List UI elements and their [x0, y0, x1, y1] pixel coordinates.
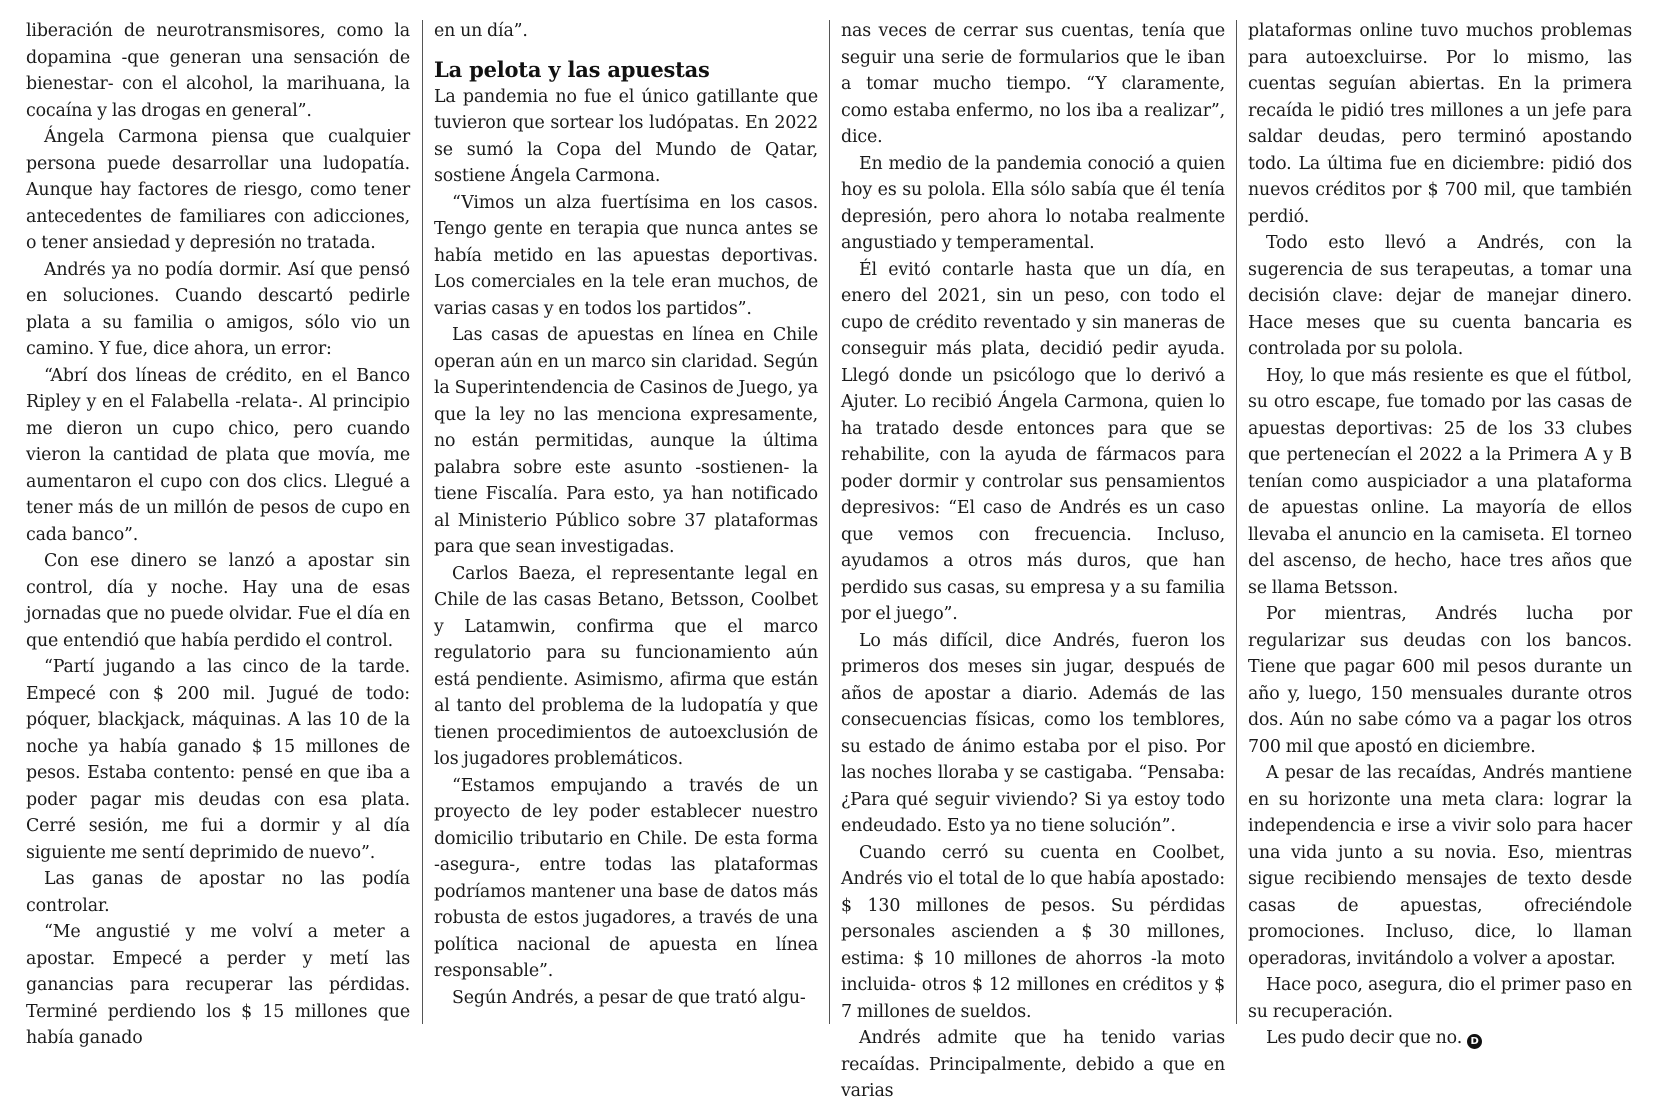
- paragraph: “Estamos empujando a través de un proyecto de ley poder establecer nuestro domicilio tributario en Chile. De esta forma -asegura-, entre todas las plataformas podríamos mantener una base de datos más robusta de estos jugadores, a través de una política nacional de apuesta en línea responsable”.: [434, 775, 818, 981]
- column-divider: [829, 20, 830, 1024]
- closing-sentence: Les pudo decir que no.: [1266, 1028, 1463, 1048]
- paragraph: Él evitó contarle hasta que un día, en enero del 2021, sin un peso, con todo el cupo de crédito reventado y sin maneras de conseguir más plata, decidió pedir ayuda. Llegó donde un psicólogo que lo derivó a Ajuter. Lo recibió Ángela Carmona, quien lo ha tratado desde entonces para que se rehabilite, con la ayuda de fármacos para poder dormir y controlar sus pensamientos depresivos: “El caso de Andrés es un caso que vemos con frecuencia. Incluso, ayudamos a otros más duros, que han perdido sus casas, su empresa y a su familia por el juego”.: [841, 259, 1225, 624]
- column-divider: [1236, 20, 1237, 1024]
- paragraph: Por mientras, Andrés lucha por regularizar sus deudas con los bancos. Tiene que pagar 600 mil pesos durante un año y, luego, 150 mensuales durante otros dos. Aún no sabe cómo va a pagar los otros 700 mil que apostó en diciembre.: [1248, 604, 1632, 757]
- paragraph: Las casas de apuestas en línea en Chile operan aún en un marco sin claridad. Según la Superintendencia de Casinos de Juego, ya que la ley no las menciona expresamente, no están permitidas, aunque la última palabra sobre este asunto -sostienen- la tiene Fiscalía. Para esto, ya han notificado al Ministerio Público sobre 37 plataformas para que sean investigadas.: [434, 325, 818, 557]
- paragraph: Andrés ya no podía dormir. Así que pensó en soluciones. Cuando descartó pedirle plata a su familia o amigos, sólo vio un camino. Y fue, dice ahora, un error:: [26, 259, 410, 359]
- paragraph: plataformas online tuvo muchos problemas para autoexcluirse. Por lo mismo, las cuentas seguían abiertas. En la primera recaída le pidió tres millones a un jefe para saldar deudas, pero terminó apostando todo. La última fue en diciembre: pidió dos nuevos créditos por $ 700 mil, que también perdió.: [1248, 21, 1632, 227]
- paragraph: “Abrí dos líneas de crédito, en el Banco Ripley y en el Falabella -relata-. Al principio me dieron un cupo chico, pero cuando vieron la cantidad de plata que movía, me aumentaron el cupo con dos clics. Llegué a tener más de un millón de pesos de cupo en cada banco”.: [26, 365, 410, 545]
- article-column-3: [841, 18, 1225, 1101]
- paragraph: Las ganas de apostar no las podía controlar.: [26, 869, 410, 916]
- paragraph: Con ese dinero se lanzó a apostar sin control, día y noche. Hay una de esas jornadas que no puede olvidar. Fue el día en que entendió que había perdido el control.: [26, 551, 410, 651]
- closing-paragraph: [1248, 1025, 1632, 1052]
- paragraph: Según Andrés, a pesar de que trató algu-: [452, 987, 806, 1008]
- article-column-2: [434, 18, 818, 1028]
- paragraph: Lo más difícil, dice Andrés, fueron los primeros dos meses sin jugar, después de años de apostar a diario. Además de las consecuencias físicas, como los temblores, su estado de ánimo estaba por el piso. Por las noches lloraba y se castigaba. “Pensaba: ¿Para qué seguir viviendo? Si ya estoy todo endeudado. Esto ya no tiene solución”.: [841, 630, 1225, 836]
- paragraph: Todo esto llevó a Andrés, con la sugerencia de sus terapeutas, a tomar una decisión clave: dejar de manejar dinero. Hace meses que su cuenta bancaria es controlada por su polola.: [1248, 233, 1632, 359]
- article-column-4: [1248, 18, 1632, 1048]
- paragraph: liberación de neurotransmisores, como la dopamina -que generan una sensación de bienestar- con el alcohol, la marihuana, la cocaína y las drogas en general”.: [26, 21, 410, 121]
- paragraph: En medio de la pandemia conoció a quien hoy es su polola. Ella sólo sabía que él tenía depresión, pero ahora lo notaba realmente angustiado y temperamental.: [841, 153, 1225, 253]
- paragraph: nas veces de cerrar sus cuentas, tenía que seguir una serie de formularios que le iban a tomar mucho tiempo. “Y claramente, como estaba enfermo, no los iba a realizar”, dice.: [841, 21, 1225, 147]
- paragraph: La pandemia no fue el único gatillante que tuvieron que sortear los ludópatas. En 2022 se sumó la Copa del Mundo de Qatar, sostiene Ángela Carmona.: [434, 86, 818, 186]
- paragraph: Hace poco, asegura, dio el primer paso en su recuperación.: [1248, 975, 1632, 1022]
- section-subheading: La pelota y las apuestas: [434, 56, 710, 82]
- paragraph: Cuando cerró su cuenta en Coolbet, Andrés vio el total de lo que había apostado: $ 130 millones de pesos. Su pérdidas personales ascienden a $ 30 millones, estima: $ 10 millones de ahorros -la moto incluida- otros $ 12 millones en créditos y $ 7 millones de sueldos.: [841, 842, 1225, 1022]
- paragraph: “Vimos un alza fuertísima en los casos. Tengo gente en terapia que nunca antes se había metido en las apuestas deportivas. Los comerciales en la tele eran muchos, de varias casas y en todos los partidos”.: [434, 192, 818, 319]
- paragraph: Ángela Carmona piensa que cualquier persona puede desarrollar una ludopatía. Aunque hay factores de riesgo, como tener antecedentes de familiares con adicciones, o tener ansiedad y depresión no tratada.: [26, 127, 410, 253]
- paragraph: “Partí jugando a las cinco de la tarde. Empecé con $ 200 mil. Jugué de todo: póquer, blackjack, máquinas. A las 10 de la noche ya había ganado $ 15 millones de pesos. Estaba contento: pensé en que iba a poder pagar mis deudas con esa plata. Cerré sesión, me fui a dormir y al día siguiente me sentí deprimido de nuevo”.: [26, 657, 410, 863]
- article-column-1: [26, 18, 410, 1048]
- paragraph: “Me angustié y me volví a meter a apostar. Empecé a perder y metí las ganancias para recuperar las pérdidas. Terminé perdiendo los $ 15 millones que había ganado: [26, 922, 410, 1048]
- paragraph: en un día”.: [434, 21, 528, 41]
- paragraph: Andrés admite que ha tenido varias recaídas. Principalmente, debido a que en varias: [841, 1028, 1225, 1101]
- paragraph: Carlos Baeza, el representante legal en Chile de las casas Betano, Betsson, Coolbet y Latamwin, confirma que el marco regulatorio para su funcionamiento aún está pendiente. Asimismo, afirma que están al tanto del problema de la ludopatía y que tienen procedimientos de autoexclusión de los jugadores problemáticos.: [434, 563, 818, 769]
- article-end-icon: D: [1467, 1034, 1482, 1049]
- column-divider: [422, 20, 423, 1024]
- paragraph: Hoy, lo que más resiente es que el fútbol, su otro escape, fue tomado por las casas de apuestas deportivas: 25 de los 33 clubes que pertenecían el 2022 a la Primera A y B tenían como auspiciador a una plataforma de apuestas online. La mayoría de ellos llevaba el anuncio en la camiseta. El torneo del ascenso, de hecho, hace tres años que se llama Betsson.: [1248, 365, 1632, 598]
- paragraph: A pesar de las recaídas, Andrés mantiene en su horizonte una meta clara: lograr la independencia e irse a vivir solo para hacer una vida junto a su novia. Eso, mientras sigue recibiendo mensajes de texto desde casas de apuestas, ofreciéndole promociones. Incluso, dice, lo llaman operadoras, invitándolo a volver a apostar.: [1248, 763, 1632, 969]
